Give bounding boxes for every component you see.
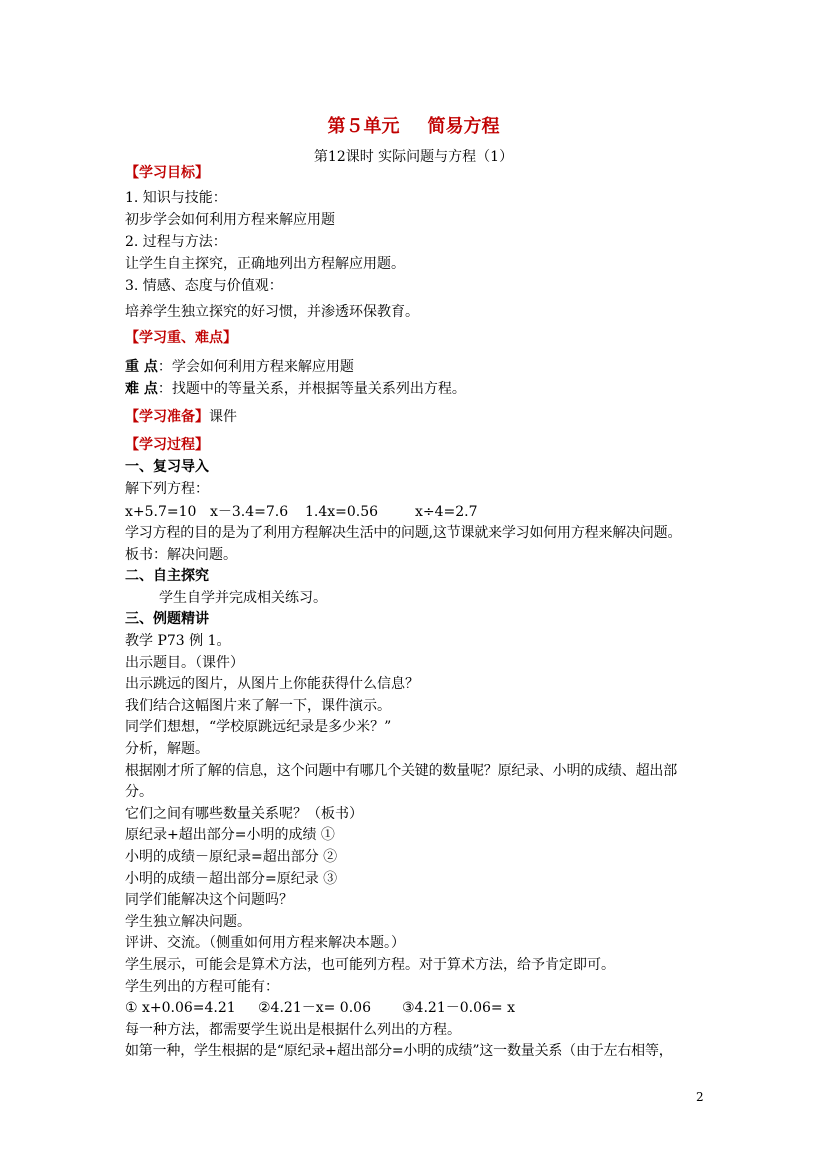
part-3-line-13: 同学们能解决这个问题吗？ (125, 892, 293, 908)
part-3-line-8: 分。 (125, 784, 153, 800)
key-point (125, 358, 354, 376)
part-3-line-12: 小明的成绩－超出部分=原纪录 ③ (125, 871, 338, 887)
difficulty-text: ：找题中的等量关系，并根据等量关系列出方程。 (157, 381, 466, 397)
difficulty-label: 难 点 (125, 381, 158, 397)
unit-name: 简易方程 (427, 116, 500, 137)
part-3-line-20: 如第一种，学生根据的是“原纪录+超出部分=小明的成绩”这一数量关系（由于左右相等， (125, 1043, 673, 1059)
part-2-heading: 二、自主探究 (125, 568, 209, 584)
key-point-label: 重 点 (125, 359, 158, 375)
equation-2: x－3.4=7.6 (210, 504, 289, 520)
goal-3: 3. 情感、态度与价值观： (125, 278, 283, 294)
part-1-heading: 一、复习导入 (125, 459, 209, 475)
prep-text: 课件 (209, 409, 237, 425)
equation-4: x÷4=2.7 (415, 504, 478, 520)
equation-1: x+5.7=10 (125, 504, 197, 520)
part-3-line-9: 它们之间有哪些数量关系呢？（板书） (125, 806, 363, 822)
prep (125, 408, 237, 426)
equation-3: 1.4x=0.56 (305, 504, 379, 520)
goal-2: 2. 过程与方法： (125, 234, 227, 250)
unit-title (0, 112, 827, 138)
part-3-line-7: 根据刚才所了解的信息，这个问题中有哪几个关键的数量呢？原纪录、小明的成绩、超出部 (125, 763, 677, 779)
page-number: 2 (696, 1090, 704, 1104)
goal-3-text: 培养学生独立探究的好习惯，并渗透环保教育。 (125, 304, 419, 320)
equations-row (125, 503, 478, 521)
part-3-heading: 三、例题精讲 (125, 611, 209, 627)
part-1-line-3: 学习方程的目的是为了利用方程解决生活中的问题,这节课就来学习如何用方程来解决问题。 (125, 525, 682, 541)
student-equation-3: ③4.21－0.06= x (402, 1000, 515, 1016)
difficulty (125, 380, 466, 398)
part-2-line-1: 学生自学并完成相关练习。 (159, 590, 327, 606)
part-3-line-5: 同学们想想，“学校原跳远纪录是多少米？” (125, 719, 392, 735)
part-3-line-6: 分析，解题。 (125, 741, 209, 757)
student-equations-row (125, 999, 515, 1017)
prep-heading: 【学习准备】 (125, 409, 209, 425)
part-3-line-14: 学生独立解决问题。 (125, 914, 251, 930)
part-3-line-2: 出示题目。（课件） (125, 655, 244, 671)
process-heading: 【学习过程】 (125, 437, 209, 453)
part-1-line-4: 板书：解决问题。 (125, 547, 237, 563)
part-3-line-17: 学生列出的方程可能有： (125, 979, 279, 995)
part-1-line-1: 解下列方程： (125, 481, 209, 497)
lesson-subtitle: 第12课时 实际问题与方程（1） (313, 149, 514, 165)
part-3-line-11: 小明的成绩－原纪录=超出部分 ② (125, 849, 338, 865)
part-3-line-1: 教学 P73 例 1。 (125, 633, 231, 649)
part-3-line-10: 原纪录+超出部分=小明的成绩 ① (125, 827, 335, 843)
goal-1-text: 初步学会如何利用方程来解应用题 (125, 212, 335, 228)
goals-heading: 【学习目标】 (125, 165, 209, 181)
goal-1: 1. 知识与技能： (125, 190, 227, 206)
student-equation-2: ②4.21－x= 0.06 (258, 1000, 371, 1016)
key-heading: 【学习重、难点】 (125, 330, 237, 346)
part-3-line-3: 出示跳远的图片，从图片上你能获得什么信息？ (125, 676, 419, 692)
part-3-line-15: 评讲、交流。（侧重如何用方程来解决本题。） (125, 935, 405, 951)
unit-number: 第５单元 (327, 116, 400, 137)
part-3-line-19: 每一种方法，都需要学生说出是根据什么列出的方程。 (125, 1022, 461, 1038)
part-3-line-16: 学生展示，可能会是算术方法，也可能列方程。对于算术方法，给予肯定即可。 (125, 957, 615, 973)
key-point-text: ：学会如何利用方程来解应用题 (157, 359, 354, 375)
goal-2-text: 让学生自主探究，正确地列出方程解应用题。 (125, 256, 405, 272)
part-3-line-4: 我们结合这幅图片来了解一下，课件演示。 (125, 698, 391, 714)
student-equation-1: ① x+0.06=4.21 (125, 1000, 236, 1016)
